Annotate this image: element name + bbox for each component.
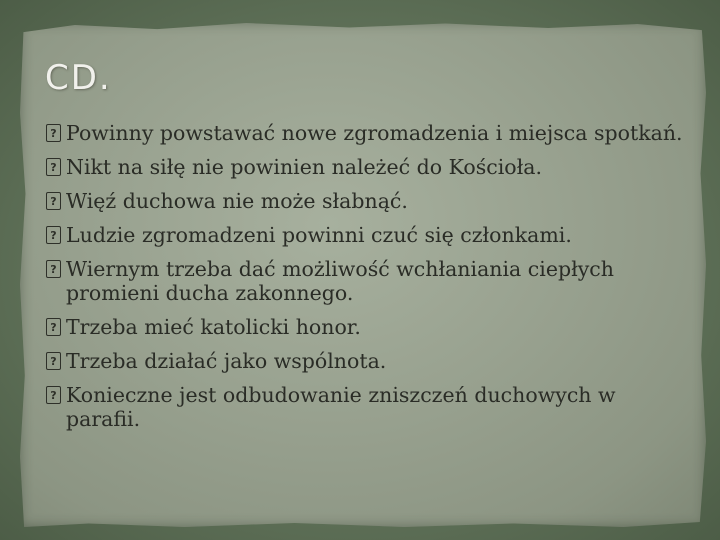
bullet-text: Więź duchowa nie może słabnąć. bbox=[66, 189, 408, 213]
bullet-text: Ludzie zgromadzeni powinni czuć się członkami. bbox=[66, 223, 572, 247]
bullet-item bbox=[44, 223, 684, 247]
bullet-item bbox=[44, 257, 684, 305]
bullet-item bbox=[44, 383, 684, 431]
bullet-text: Wiernym trzeba dać możliwość wchłaniania ciepłych promieni ducha zakonnego. bbox=[66, 257, 614, 305]
bullet-item bbox=[44, 189, 684, 213]
bullet-text: Powinny powstawać nowe zgromadzenia i miejsca spotkań. bbox=[66, 121, 683, 145]
missing-glyph-icon: ? bbox=[46, 352, 61, 370]
missing-glyph-icon: ? bbox=[46, 158, 61, 176]
missing-glyph-icon: ? bbox=[46, 192, 61, 210]
slide-title: CD. bbox=[45, 58, 112, 98]
bullet-text: Trzeba działać jako wspólnota. bbox=[66, 349, 387, 373]
missing-glyph-icon: ? bbox=[46, 124, 61, 142]
bullet-text: Trzeba mieć katolicki honor. bbox=[66, 315, 361, 339]
missing-glyph-icon: ? bbox=[46, 386, 61, 404]
bullet-item bbox=[44, 349, 684, 373]
missing-glyph-icon: ? bbox=[46, 226, 61, 244]
bullet-item bbox=[44, 121, 684, 145]
missing-glyph-icon: ? bbox=[46, 318, 61, 336]
bullet-text: Nikt na siłę nie powinien należeć do Kościoła. bbox=[66, 155, 542, 179]
bullet-item bbox=[44, 315, 684, 339]
missing-glyph-icon: ? bbox=[46, 260, 61, 278]
bullet-text: Konieczne jest odbudowanie zniszczeń duchowych w parafii. bbox=[66, 383, 616, 431]
bullet-list bbox=[44, 121, 684, 441]
bullet-item bbox=[44, 155, 684, 179]
